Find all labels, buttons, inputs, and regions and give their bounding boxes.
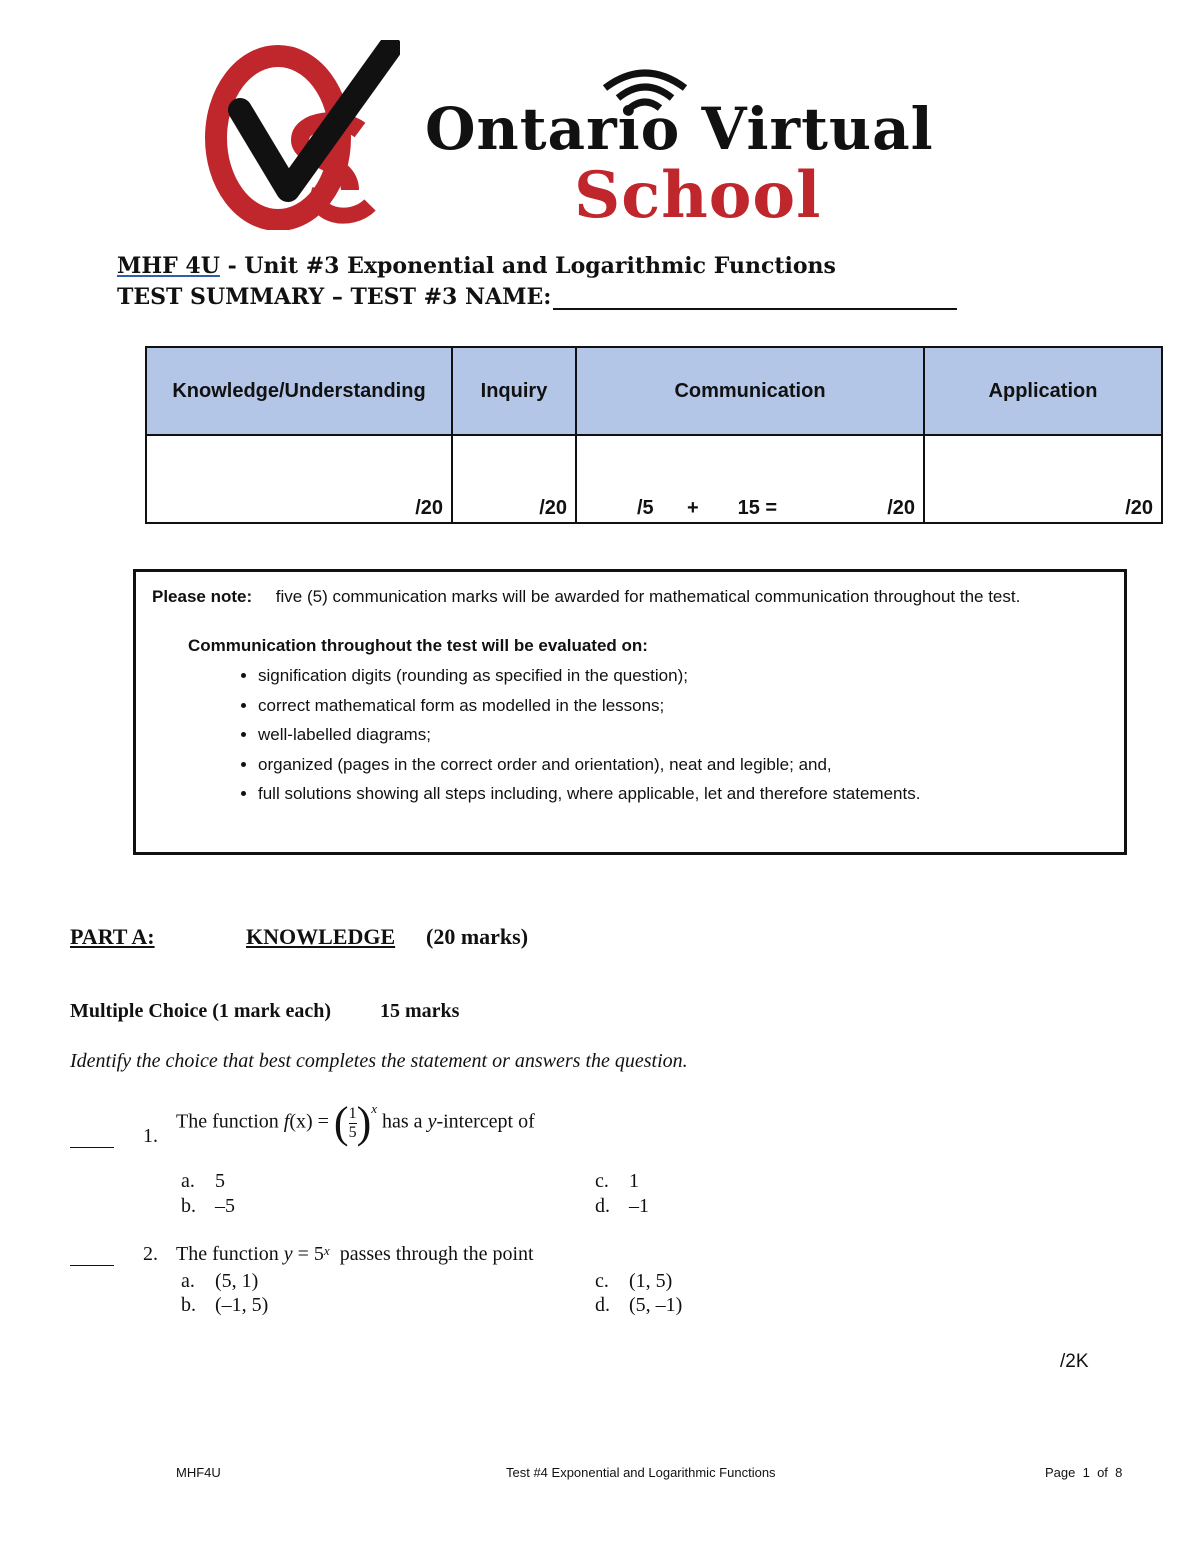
- header-application: Application: [924, 347, 1162, 435]
- note-intro: [152, 584, 1107, 610]
- option-letter: c.: [595, 1270, 609, 1292]
- list-item: • signification digits (rounding as specified in the question);: [258, 661, 920, 691]
- q2-option-a[interactable]: [181, 1270, 258, 1293]
- of-label: of: [1097, 1465, 1108, 1480]
- answer-blank-q2[interactable]: [70, 1263, 114, 1266]
- option-value: –5: [215, 1195, 235, 1217]
- part-a-section: KNOWLEDGE: [246, 924, 396, 949]
- question-1-text: The function $f(x) = (\frac{1}{5}$ )$^x$ has a y-intercept of: [176, 1098, 535, 1147]
- page-number: 1: [1082, 1465, 1090, 1480]
- q2-text-before: The function: [176, 1243, 279, 1265]
- question-1-number: 1.: [143, 1125, 158, 1147]
- q2-y-var: y: [283, 1243, 293, 1265]
- q1-frac-num: 1: [348, 1104, 357, 1122]
- footer-course: MHF4U: [176, 1465, 221, 1480]
- q1-text-end: -intercept of: [436, 1110, 535, 1133]
- unit-title: - Unit #3 Exponential and Logarithmic Functions: [219, 253, 836, 279]
- header-inquiry: Inquiry: [452, 347, 576, 435]
- option-value: (5, 1): [215, 1270, 259, 1292]
- header-communication: Communication: [576, 347, 924, 435]
- question-2-number: 2.: [143, 1243, 158, 1265]
- q2-eq: = 5: [292, 1243, 324, 1265]
- comm-part1: /5: [637, 497, 654, 519]
- score-summary-table: [145, 346, 1163, 524]
- footer-title: Test #4 Exponential and Logarithmic Functions: [506, 1465, 776, 1480]
- option-letter: b.: [181, 1195, 196, 1217]
- q2-exponent: x: [323, 1243, 330, 1258]
- score-communication: [576, 435, 924, 523]
- option-value: 5: [215, 1170, 225, 1192]
- course-code: MHF 4U: [117, 253, 220, 279]
- footer-page: [1045, 1465, 1122, 1480]
- option-letter: d.: [595, 1195, 610, 1217]
- instructions: Identify the choice that best completes the statement or answers the question.: [70, 1050, 688, 1072]
- comm-part2: 15 =: [737, 497, 778, 519]
- option-value: –1: [629, 1195, 649, 1217]
- part-a-marks: (20 marks): [426, 924, 529, 949]
- q2-option-b[interactable]: [181, 1294, 268, 1317]
- logo-text-ontario-virtual: Ontario Virtual: [425, 95, 934, 163]
- note-bullets: [224, 661, 920, 809]
- score-inquiry: /20: [452, 435, 576, 523]
- q1-option-a[interactable]: [181, 1170, 225, 1193]
- list-item: • correct mathematical form as modelled in the lessons;: [258, 691, 920, 721]
- page-title: [117, 253, 836, 279]
- logo-text-school: School: [574, 158, 822, 233]
- page-total: 8: [1115, 1465, 1123, 1480]
- q1-y-var: y: [427, 1110, 437, 1133]
- option-letter: b.: [181, 1294, 196, 1316]
- part-a-label: PART A:: [70, 924, 155, 949]
- ovs-logo-mark: [200, 40, 400, 230]
- test-summary-line: [117, 284, 957, 310]
- q1-text-after: has a: [382, 1110, 423, 1133]
- q2-option-d[interactable]: [595, 1294, 682, 1317]
- list-item: • organized (pages in the correct order and orientation), neat and legible; and,: [258, 750, 920, 780]
- communication-note-box: [133, 569, 1127, 855]
- option-letter: a.: [181, 1270, 195, 1292]
- knowledge-marks-tally: /2K: [1060, 1351, 1089, 1372]
- q2-option-c[interactable]: [595, 1270, 672, 1293]
- q2-text-after: passes through the point: [339, 1243, 534, 1265]
- header-knowledge: Knowledge/Understanding: [146, 347, 452, 435]
- q1-option-b[interactable]: [181, 1195, 235, 1218]
- q1-fraction: [349, 1105, 357, 1142]
- q1-exponent: x: [371, 1101, 378, 1116]
- test-summary-label: TEST SUMMARY – TEST #3 NAME:: [117, 284, 552, 310]
- comm-plus: +: [687, 497, 699, 519]
- option-letter: a.: [181, 1170, 195, 1192]
- option-letter: c.: [595, 1170, 609, 1192]
- answer-blank-q1[interactable]: [70, 1145, 114, 1148]
- q1-text-before: The function: [176, 1110, 279, 1133]
- option-value: (1, 5): [629, 1270, 673, 1292]
- q1-option-c[interactable]: [595, 1170, 639, 1193]
- note-heading: Communication throughout the test will be evaluated on:: [188, 636, 648, 655]
- q1-frac-den: 5: [348, 1123, 357, 1141]
- score-application: /20: [924, 435, 1162, 523]
- option-letter: d.: [595, 1294, 610, 1316]
- note-text: five (5) communication marks will be awarded for mathematical communication throughout the test.: [275, 587, 1021, 606]
- list-item: • well-labelled diagrams;: [258, 720, 920, 750]
- comm-total: /20: [887, 497, 915, 519]
- question-2-text: [176, 1243, 534, 1266]
- list-item: • full solutions showing all steps including, where applicable, let and therefore statements.: [258, 779, 920, 809]
- q1-fx-var: (x) =: [289, 1110, 329, 1133]
- q1-fx: f: [283, 1110, 290, 1133]
- option-value: (–1, 5): [215, 1294, 269, 1316]
- name-field[interactable]: [553, 286, 957, 310]
- option-value: (5, –1): [629, 1294, 683, 1316]
- note-label: Please note:: [152, 587, 253, 606]
- option-value: 1: [629, 1170, 639, 1192]
- multiple-choice-label: Multiple Choice (1 mark each): [70, 1000, 332, 1022]
- score-knowledge: /20: [146, 435, 452, 523]
- multiple-choice-marks: 15 marks: [380, 1000, 460, 1022]
- q1-option-d[interactable]: [595, 1195, 649, 1218]
- communication-breakdown: [637, 497, 777, 520]
- page-label: Page: [1045, 1465, 1076, 1480]
